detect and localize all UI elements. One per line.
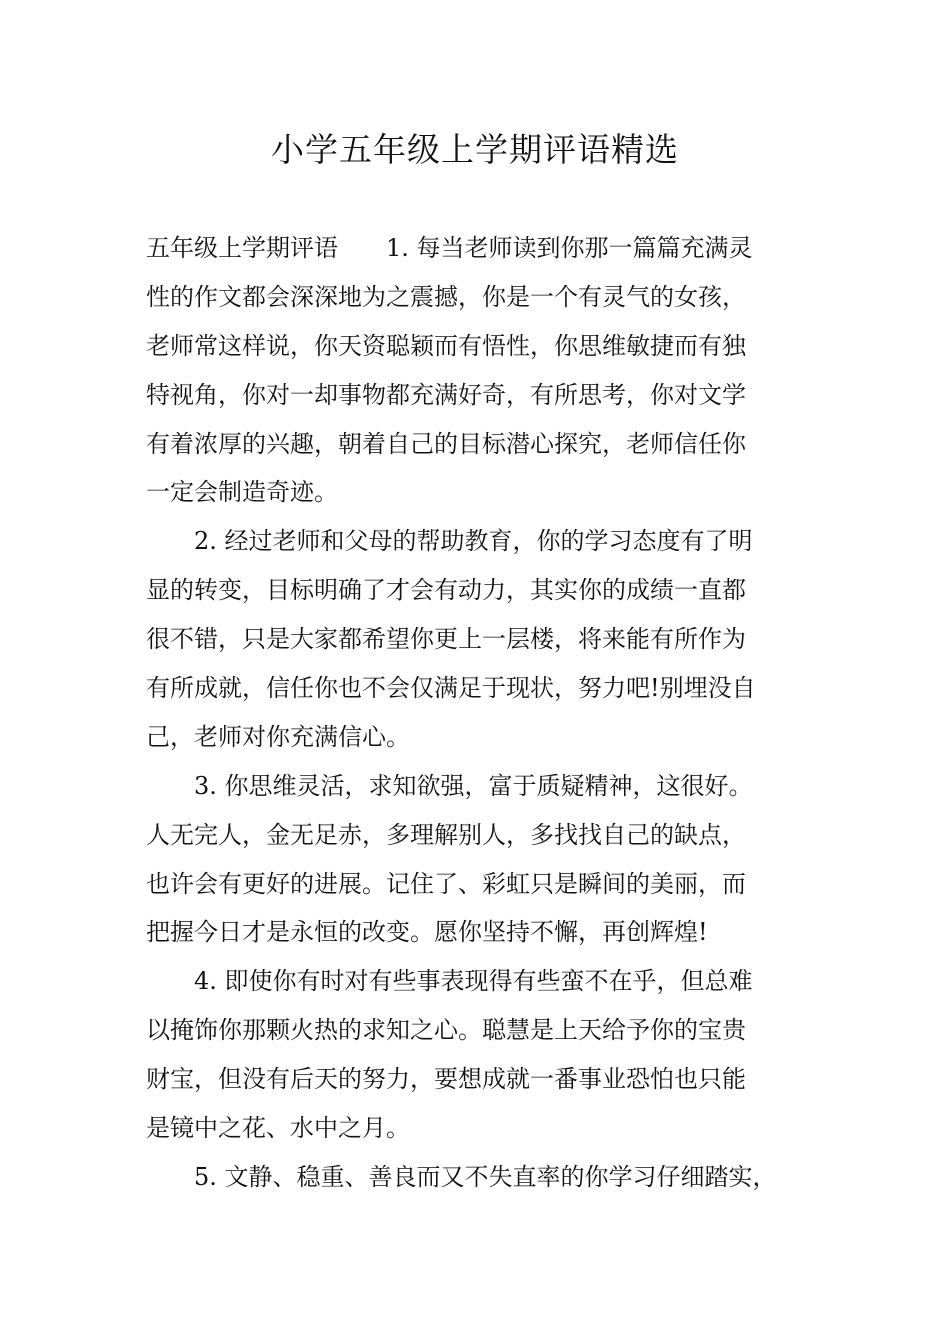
text-line: 3. 你思维灵活，求知欲强，富于质疑精神，这很好。 xyxy=(194,771,753,800)
text-line: 有所成就，信任你也不会仅满足于现状，努力吧!别埋没自 xyxy=(146,674,756,703)
text-line: 5. 文静、稳重、善良而又不失直率的你学习仔细踏实， xyxy=(194,1162,777,1191)
text-line: 4. 即使你有时对有些事表现得有些蛮不在乎，但总难 xyxy=(194,967,753,996)
text-line: 也许会有更好的进展。记住了、彩虹只是瞬间的美丽，而 xyxy=(146,869,746,898)
text-line: 五年级上学期评语 1. 每当老师读到你那一篇篇充满灵 xyxy=(146,234,753,262)
text-line: 有着浓厚的兴趣，朝着自己的目标潜心探究，老师信任你 xyxy=(146,429,746,458)
document-title: 小学五年级上学期评语精选 xyxy=(271,130,679,169)
text-line: 显的转变，目标明确了才会有动力，其实你的成绩一直都 xyxy=(146,576,746,605)
text-line: 是镜中之花、水中之月。 xyxy=(146,1114,410,1143)
text-line: 2. 经过老师和父母的帮助教育，你的学习态度有了明 xyxy=(194,527,753,556)
text-line: 己，老师对你充满信心。 xyxy=(146,722,410,751)
text-line: 特视角，你对一却事物都充满好奇，有所思考，你对文学 xyxy=(146,380,746,409)
document-body xyxy=(146,224,814,1202)
text-line: 人无完人，金无足赤，多理解别人，多找找自己的缺点， xyxy=(146,820,746,849)
text-line: 很不错，只是大家都希望你更上一层楼，将来能有所作为 xyxy=(146,625,746,654)
text-line: 财宝，但没有后天的努力，要想成就一番事业恐怕也只能 xyxy=(146,1065,746,1094)
text-line: 老师常这样说，你天资聪颖而有悟性，你思维敏捷而有独 xyxy=(146,331,746,360)
text-line: 一定会制造奇迹。 xyxy=(146,478,338,507)
text-line: 把握今日才是永恒的改变。愿你坚持不懈，再创辉煌! xyxy=(146,918,708,947)
text-line: 性的作文都会深深地为之震撼，你是一个有灵气的女孩， xyxy=(146,282,746,311)
text-line: 以掩饰你那颗火热的求知之心。聪慧是上天给予你的宝贵 xyxy=(146,1016,746,1045)
